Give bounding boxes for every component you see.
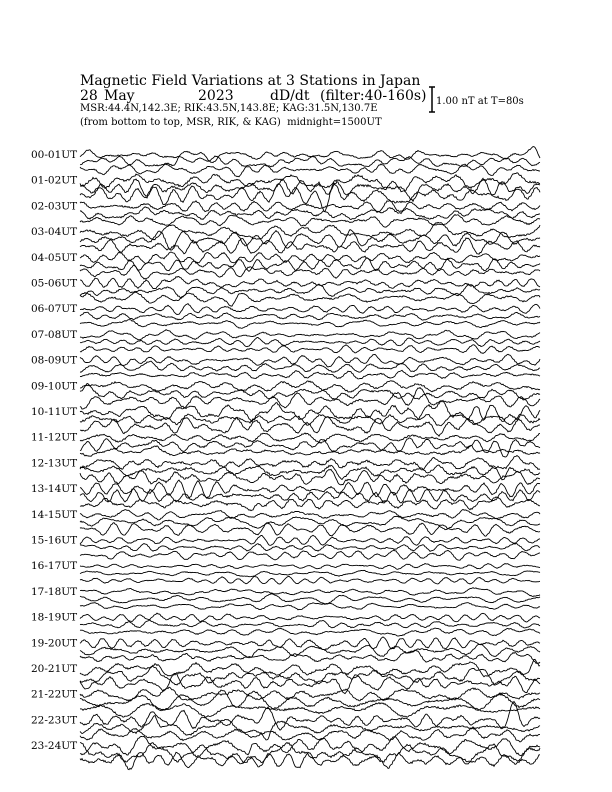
hour-label: 02-03UT [31, 200, 78, 213]
trace-rik-09-10UT [80, 384, 540, 400]
trace-kag-00-01UT [80, 147, 540, 163]
trace-kag-04-05UT [80, 252, 540, 263]
trace-kag-10-11UT [80, 401, 540, 422]
hour-label: 20-21UT [31, 663, 78, 675]
trace-rik-02-03UT [80, 207, 540, 220]
hour-label: 08-09UT [31, 354, 78, 367]
trace-msr-16-17UT [80, 576, 540, 584]
trace-kag-20-21UT [80, 659, 540, 676]
hour-label: 11-12UT [31, 431, 78, 444]
hour-label: 00-01UT [31, 149, 78, 161]
trace-rik-19-20UT [80, 644, 540, 658]
trace-msr-13-14UT [80, 497, 540, 511]
trace-msr-03-04UT [80, 238, 540, 254]
hour-label: 18-19UT [31, 611, 78, 624]
trace-msr-02-03UT [80, 215, 540, 228]
hour-label: 22-23UT [31, 714, 78, 727]
scale-bar [429, 87, 435, 112]
quantity-label: dD/dt [270, 88, 310, 104]
chart-title: Magnetic Field Variations at 3 Stations in Japan [80, 73, 421, 89]
trace-kag-17-18UT [80, 588, 540, 597]
trace-msr-06-07UT [80, 320, 540, 329]
hour-label: 21-22UT [31, 688, 78, 701]
trace-kag-07-08UT [80, 330, 540, 340]
trace-kag-05-06UT [80, 277, 540, 289]
hour-label: 12-13UT [31, 457, 78, 470]
trace-rik-21-22UT [80, 690, 540, 711]
trace-rik-04-05UT [80, 258, 540, 271]
trace-msr-23-24UT [80, 752, 540, 769]
trace-rik-15-16UT [80, 544, 540, 552]
hour-label: 09-10UT [31, 380, 78, 393]
trace-rik-00-01UT [80, 156, 540, 167]
trace-rik-14-15UT [80, 516, 540, 529]
order-note: (from bottom to top, MSR, RIK, & KAG) [80, 117, 281, 128]
trace-kag-16-17UT [80, 564, 540, 570]
hour-label: 13-14UT [31, 483, 78, 496]
scale-bar-label: 1.00 nT at T=80s [436, 96, 524, 107]
hour-label: 14-15UT [31, 508, 78, 521]
trace-rik-06-07UT [80, 312, 540, 320]
hour-label: 03-04UT [31, 226, 78, 239]
hour-label: 07-08UT [31, 328, 78, 341]
hour-label: 17-18UT [31, 585, 78, 598]
station-coordinates: MSR:44.4N,142.3E; RIK:43.5N,143.8E; KAG:31.5N,130.7E [80, 103, 378, 114]
trace-msr-08-09UT [80, 370, 540, 379]
hour-label: 19-20UT [31, 637, 78, 650]
trace-kag-12-13UT [80, 456, 540, 470]
trace-kag-06-07UT [80, 304, 540, 315]
date-day: 28 [80, 88, 98, 104]
trace-rik-08-09UT [80, 361, 540, 372]
hour-label: 10-11UT [31, 406, 78, 418]
hour-label: 06-07UT [31, 303, 78, 316]
trace-rik-16-17UT [80, 570, 540, 576]
trace-msr-15-16UT [80, 550, 540, 560]
trace-group [80, 147, 540, 770]
trace-rik-07-08UT [80, 338, 540, 347]
hour-label: 04-05UT [31, 251, 78, 264]
trace-kag-13-14UT [80, 480, 540, 498]
hour-label: 01-02UT [31, 174, 78, 187]
trace-msr-01-02UT [80, 183, 540, 211]
trace-msr-18-19UT [80, 628, 540, 636]
hour-labels [31, 149, 77, 752]
trace-msr-11-12UT [80, 445, 540, 456]
hour-label: 23-24UT [31, 740, 78, 753]
trace-rik-17-18UT [80, 594, 540, 604]
trace-kag-01-02UT [80, 173, 540, 192]
trace-msr-05-06UT [80, 292, 540, 306]
date-month: May [104, 88, 135, 104]
trace-msr-14-15UT [80, 523, 540, 537]
filter-label: (filter:40-160s) [320, 88, 427, 104]
trace-kag-19-20UT [80, 637, 540, 650]
trace-kag-08-09UT [80, 354, 540, 367]
trace-kag-11-12UT [80, 433, 540, 443]
date-year: 2023 [198, 88, 234, 104]
trace-kag-21-22UT [80, 687, 540, 701]
trace-rik-18-19UT [80, 620, 540, 628]
trace-kag-14-15UT [80, 509, 540, 520]
trace-msr-07-08UT [80, 345, 540, 354]
trace-msr-20-21UT [80, 673, 540, 693]
trace-kag-15-16UT [80, 535, 540, 545]
hour-label: 05-06UT [31, 277, 78, 290]
trace-msr-10-11UT [80, 417, 540, 436]
midnight-note: midnight=1500UT [287, 117, 382, 128]
trace-msr-17-18UT [80, 603, 540, 610]
hour-label: 15-16UT [31, 534, 78, 547]
hour-label: 16-17UT [31, 560, 78, 573]
